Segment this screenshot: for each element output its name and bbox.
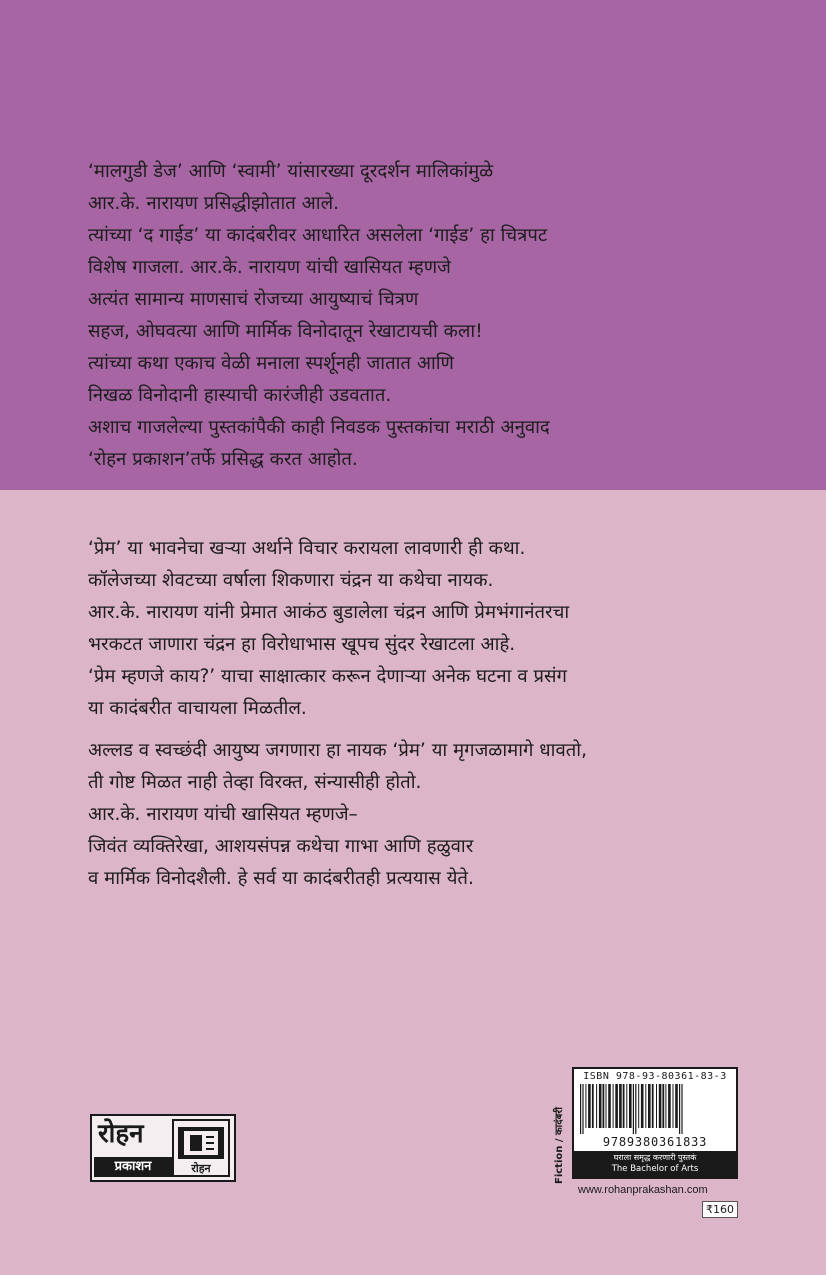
barcode-bar	[585, 1084, 586, 1128]
barcode-bar	[608, 1084, 611, 1128]
publisher-logo	[90, 1114, 236, 1182]
blurb-line: सहज, ओघवत्या आणि मार्मिक विनोदातून रेखाटायची कला!	[88, 321, 483, 342]
blurb-line: ‘प्रेम’ या भावनेचा खऱ्या अर्थाने विचार करायला लावणारी ही कथा.	[88, 538, 526, 559]
barcode-block	[572, 1067, 738, 1179]
blurb-line: त्यांच्या कथा एकाच वेळी मनाला स्पर्शूनही जातात आणि	[88, 353, 454, 374]
barcode-bar	[656, 1084, 657, 1128]
barcode-bar	[645, 1084, 646, 1128]
barcode-footer	[574, 1151, 736, 1177]
genre-label: Fiction / कादंबरी	[554, 1107, 565, 1184]
barcode-bar	[648, 1084, 651, 1128]
blurb-line: अत्यंत सामान्य माणसाचं रोजच्या आयुष्याचं चित्रण	[88, 289, 419, 310]
barcode-bar	[588, 1084, 591, 1128]
blurb-line: अल्लड व स्वच्छंदी आयुष्य जगणारा हा नायक ‘प्रेम’ या मृगजळामागे धावतो,	[88, 740, 587, 761]
logo-word-top: रोहन	[98, 1119, 144, 1149]
barcode-bar	[603, 1084, 605, 1128]
barcode-bar	[675, 1084, 678, 1128]
barcode-bar	[659, 1084, 662, 1128]
website-url: www.rohanprakashan.com	[578, 1184, 708, 1196]
barcode-bar	[580, 1084, 581, 1134]
barcode-bar	[606, 1084, 607, 1128]
barcode-bar	[633, 1084, 634, 1134]
barcode-bar	[679, 1084, 680, 1134]
barcode-bar	[681, 1084, 682, 1134]
blurb-line: व मार्मिक विनोदशैली. हे सर्व या कादंबरीतही प्रत्ययास येते.	[88, 868, 474, 889]
book-icon	[172, 1119, 230, 1177]
barcode-bar	[582, 1084, 583, 1134]
barcode-bar	[662, 1084, 664, 1128]
barcode-bar	[635, 1084, 636, 1134]
blurb-bottom	[88, 735, 587, 895]
publisher-tagline: घराला समृद्ध करणारी पुस्तकं	[613, 1153, 697, 1162]
isbn-text: ISBN 978-93-80361-83-3	[583, 1071, 727, 1082]
barcode-bar	[652, 1084, 654, 1128]
barcode-bar	[629, 1084, 632, 1128]
barcode-bar	[592, 1084, 594, 1128]
blurb-top	[88, 156, 550, 476]
barcode-bar	[638, 1084, 639, 1128]
blurb-line: भरकटत जाणारा चंद्रन हा विरोधाभास खूपच सुंदर रेखाटला आहे.	[88, 634, 516, 655]
blurb-line: ‘प्रेम म्हणजे काय?’ याचा साक्षात्कार करून देणाऱ्या अनेक घटना व प्रसंग	[88, 666, 567, 687]
barcode-bar	[596, 1084, 597, 1128]
blurb-line: निखळ विनोदानी हास्याची कारंजीही उडवतात.	[88, 385, 392, 406]
blurb-line: आर.के. नारायण यांनी प्रेमात आकंठ बुडालेला चंद्रन आणि प्रेमभंगानंतरचा	[88, 602, 570, 623]
barcode-bar	[668, 1084, 671, 1128]
logo-word-bottom: प्रकाशन	[94, 1157, 172, 1177]
blurb-middle	[88, 533, 569, 725]
barcode-bars	[580, 1084, 730, 1134]
blurb-line: जिवंत व्यक्तिरेखा, आशयसंपन्न कथेचा गाभा आणि हळुवार	[88, 836, 474, 857]
barcode-bar	[619, 1084, 622, 1128]
blurb-line: अशाच गाजलेल्या पुस्तकांपैकी काही निवडक पुस्तकांचा मराठी अनुवाद	[88, 417, 550, 438]
barcode-bar	[665, 1084, 666, 1128]
barcode-bar	[673, 1084, 674, 1128]
barcode-bar	[599, 1084, 602, 1128]
blurb-line: आर.के. नारायण प्रसिद्धीझोतात आले.	[88, 193, 339, 214]
blurb-line: आर.के. नारायण यांची खासियत म्हणजे–	[88, 804, 358, 825]
blurb-line: कॉलेजच्या शेवटच्या वर्षाला शिकणारा चंद्रन या कथेचा नायक.	[88, 570, 494, 591]
barcode-number: 9789380361833	[602, 1135, 708, 1149]
blurb-line: या कादंबरीत वाचायला मिळतील.	[88, 698, 307, 719]
blurb-line: ‘मालगुडी डेज’ आणि ‘स्वामी’ यांसारख्या दूरदर्शन मालिकांमुळे	[88, 161, 494, 182]
barcode-bar	[623, 1084, 625, 1128]
barcode-bar	[626, 1084, 627, 1128]
blurb-line: विशेष गाजला. आर.के. नारायण यांची खासियत म्हणजे	[88, 257, 451, 278]
barcode-bar	[641, 1084, 644, 1128]
blurb-line: ‘रोहन प्रकाशन’तर्फे प्रसिद्ध करत आहोत.	[88, 449, 358, 470]
book-title-english: The Bachelor of Arts	[611, 1164, 699, 1174]
barcode-bar	[615, 1084, 618, 1128]
blurb-line: ती गोष्ट मिळत नाही तेव्हा विरक्त, संन्यासीही होतो.	[88, 772, 422, 793]
barcode-bar	[613, 1084, 614, 1128]
price-tag: ₹160	[702, 1201, 738, 1218]
blurb-line: त्यांच्या ‘द गाईड’ या कादंबरीवर आधारित असलेला ‘गाईड’ हा चित्रपट	[88, 225, 548, 246]
logo-mark-text: रोहन	[191, 1162, 211, 1175]
